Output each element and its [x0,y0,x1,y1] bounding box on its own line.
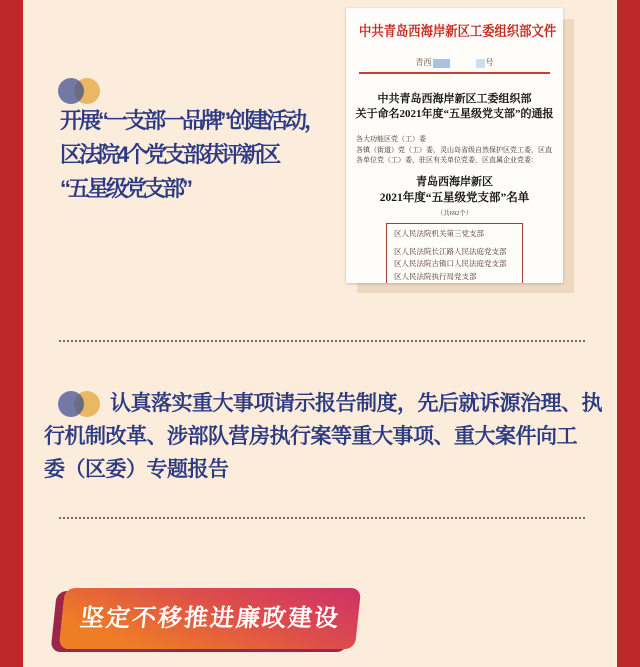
paragraph-line: 行机制改革、涉部队营房执行案等重大事项、重大案件向工 [44,425,577,448]
redaction-box [476,59,485,68]
recipient-line: 各镇（街道）党（工）委，灵山岛省级自然保护区党工委，区直 [356,145,552,154]
list-item: 区人民法院长江路人民法庭党支部 [394,246,507,256]
headline [60,104,323,206]
section-title-button[interactable] [59,588,361,649]
right-red-border [617,0,640,667]
document-header: 中共青岛西海岸新区工委组织部文件 [359,25,557,40]
section-title-label: 坚定不移推进廉政建设 [78,605,342,632]
list-item: 区人民法院机关第三党支部 [394,228,484,238]
headline-line: 区法院4个党支部获评新区 [60,142,279,167]
paragraph-line: 认真落实重大事项请示报告制度，先后就诉源治理、执 [110,392,602,415]
bullet-circles-icon [58,391,102,417]
headline-line: “五星级党支部” [60,176,191,201]
document-number-line [346,57,563,67]
document-recipients [356,134,563,166]
blue-circle-icon [58,78,84,104]
dotted-divider [59,517,585,519]
doc-number-suffix: 号 [485,58,494,67]
document-list-box [386,223,523,284]
list-item: 区人民法院古镇口人民法庭党支部 [394,259,507,268]
redaction-box [433,59,450,68]
paragraph-line: 委（区委）专题报告 [44,458,229,481]
document-list-count: （共692个） [436,209,473,217]
dotted-divider [59,340,585,342]
left-red-border [0,0,23,667]
recipient-line: 各大功能区党（工）委 [356,135,426,143]
document-list-title2: 2021年度“五星级党支部”名单 [379,191,530,204]
blue-circle-icon [58,391,84,417]
headline-line: 开展“一支部一品牌”创建活动， [60,108,324,133]
recipient-line: 各单位党（工）委，驻区有关单位党委，区直属企业党委： [356,156,538,164]
official-document [346,8,563,283]
document-red-rule [359,72,550,74]
document-list-title1: 青岛西海岸新区 [416,175,493,188]
doc-number-prefix: 青西 [415,58,432,67]
document-title-line1: 中共青岛西海岸新区工委组织部 [377,93,532,105]
list-item: 区人民法院执行局党支部 [394,271,477,281]
document-title-line2: 关于命名2021年度“五星级党支部”的通报 [355,108,554,120]
report-paragraph [44,387,602,486]
bullet-circles-icon [58,78,102,104]
